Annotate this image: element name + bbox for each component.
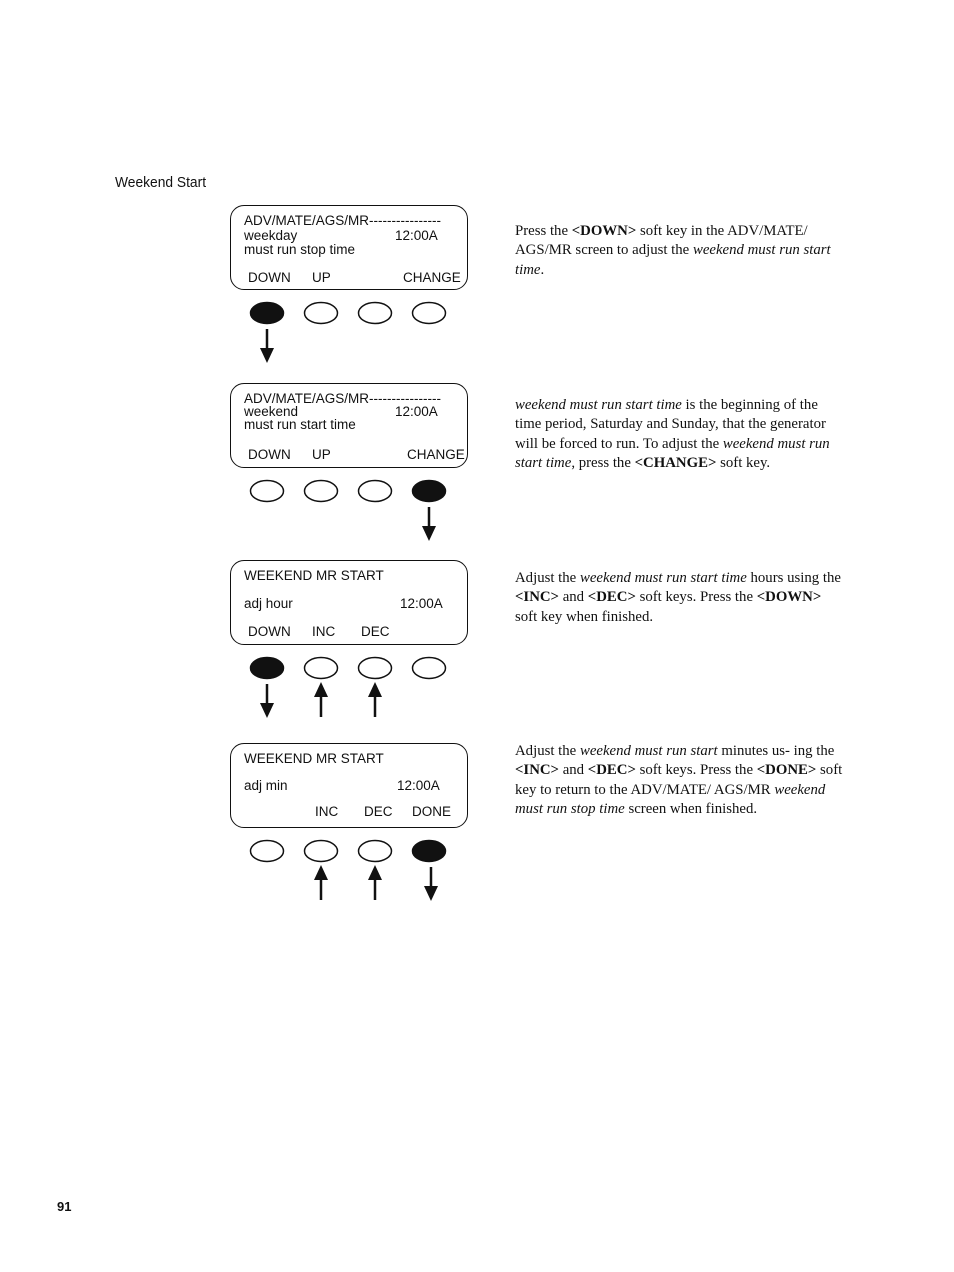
lcd-time: 12:00A: [395, 228, 438, 243]
arrow-down-icon: [424, 867, 438, 901]
soft-key-2[interactable]: [305, 481, 338, 502]
soft-key-1[interactable]: [251, 658, 284, 679]
lcd-softkey-label-2: UP: [312, 270, 331, 285]
soft-key-4[interactable]: [413, 481, 446, 502]
step-description-text: Adjust the weekend must run start time hours using the <INC> and <DEC> soft keys. Press the <DOWN> soft key when finished.: [515, 570, 841, 625]
lcd-softkey-label-4: CHANGE: [407, 447, 465, 462]
arrow-up-icon: [368, 865, 382, 900]
lcd-softkey-label-1: DOWN: [248, 447, 291, 462]
soft-key-1[interactable]: [251, 841, 284, 862]
lcd-header-line: WEEKEND MR START: [244, 751, 384, 766]
soft-key-1[interactable]: [251, 303, 284, 324]
step-4: [0, 743, 954, 819]
lcd-label: adj hour: [244, 596, 293, 611]
section-title: Weekend Start: [115, 174, 207, 191]
lcd-softkey-label-2: INC: [315, 804, 339, 819]
soft-key-2[interactable]: [305, 658, 338, 679]
lcd-softkey-label-2: UP: [312, 447, 331, 462]
arrow-up-icon: [314, 865, 328, 900]
soft-key-3[interactable]: [359, 658, 392, 679]
arrow-down-icon: [422, 507, 436, 541]
lcd-header-line: WEEKEND MR START: [244, 568, 384, 583]
step-description: [515, 569, 845, 627]
step-1: [0, 205, 954, 285]
lcd-time: 12:00A: [395, 404, 438, 419]
lcd-time: 12:00A: [397, 778, 440, 793]
soft-key-4[interactable]: [413, 841, 446, 862]
step-description: [515, 396, 845, 473]
lcd-label: adj min: [244, 778, 288, 793]
step-description-text: weekend must run start time is the beginning of the time period, Saturday and Sunday, that the generator will be forced to run. To adjust the weekend must run start time, press the <CHANGE> soft key.: [515, 397, 830, 471]
soft-key-3[interactable]: [359, 303, 392, 324]
lcd-softkey-label-1: DOWN: [248, 270, 291, 285]
soft-key-4[interactable]: [413, 303, 446, 324]
page-number: 91: [57, 1199, 72, 1214]
lcd-line3: must run stop time: [244, 242, 356, 257]
step-description-text: Press the <DOWN> soft key in the ADV/MATE/ AGS/MR screen to adjust the weekend must run start time.: [515, 223, 831, 278]
lcd-line3: must run start time: [244, 417, 356, 432]
step-description-text: Adjust the weekend must run start minutes us- ing the <INC> and <DEC> soft keys. Press the <DONE> soft key to return to the ADV/MATE/ AGS/MR weekend must run stop time screen when finished.: [515, 743, 843, 817]
step-description: [515, 742, 845, 819]
lcd-label: weekend: [244, 404, 299, 419]
lcd-softkey-label-2: INC: [312, 624, 336, 639]
lcd-time: 12:00A: [400, 596, 443, 611]
step-3: [0, 560, 954, 639]
step-description: [515, 222, 845, 280]
lcd-label: weekday: [244, 228, 298, 243]
lcd-softkey-label-1: DOWN: [248, 624, 291, 639]
step-2: [0, 383, 954, 471]
arrow-down-icon: [260, 684, 274, 718]
soft-key-3[interactable]: [359, 841, 392, 862]
arrow-up-icon: [368, 682, 382, 717]
lcd-header-line: ADV/MATE/AGS/MR----------------: [244, 391, 441, 406]
soft-key-2[interactable]: [305, 303, 338, 324]
soft-key-2[interactable]: [305, 841, 338, 862]
arrow-up-icon: [314, 682, 328, 717]
lcd-softkey-label-4: CHANGE: [403, 270, 461, 285]
soft-key-1[interactable]: [251, 481, 284, 502]
soft-key-3[interactable]: [359, 481, 392, 502]
soft-key-4[interactable]: [413, 658, 446, 679]
lcd-softkey-label-3: DEC: [361, 624, 390, 639]
lcd-softkey-label-4: DONE: [412, 804, 452, 819]
lcd-softkey-label-3: DEC: [364, 804, 393, 819]
arrow-down-icon: [260, 329, 274, 363]
lcd-header-line: ADV/MATE/AGS/MR----------------: [244, 213, 441, 228]
